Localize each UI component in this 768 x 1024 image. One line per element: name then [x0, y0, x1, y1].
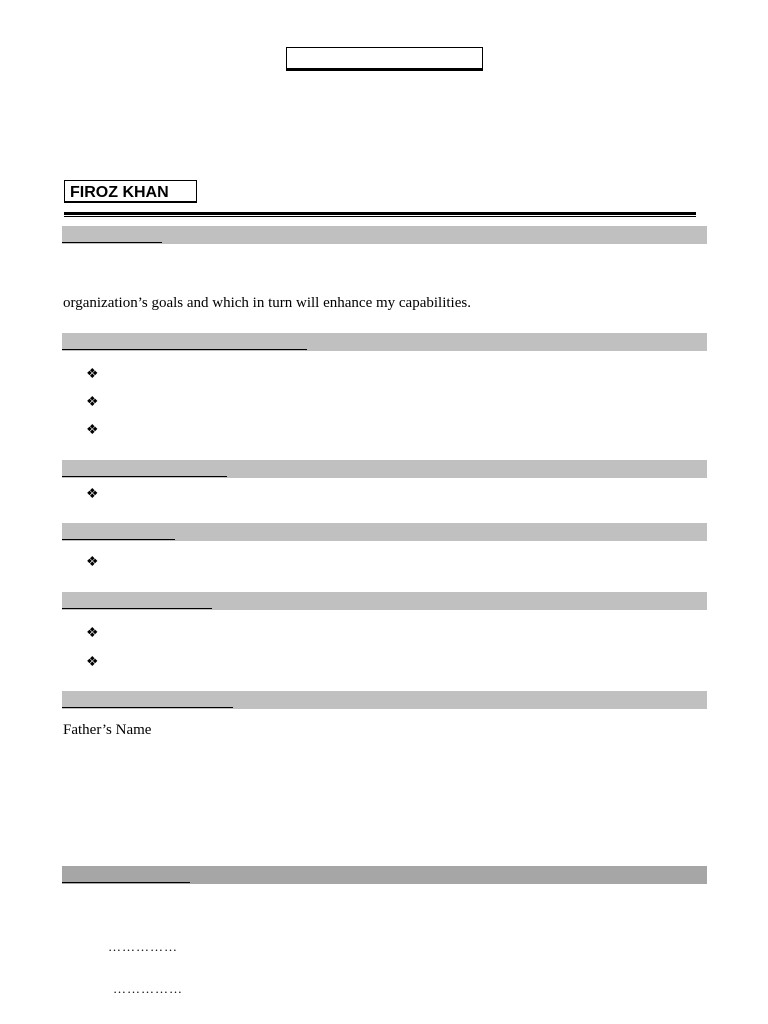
bullet-icon: ❖ — [86, 655, 99, 670]
title-box — [286, 47, 483, 71]
section-heading-underline — [62, 539, 175, 540]
header-rule-thick — [64, 212, 696, 215]
bullet-icon: ❖ — [86, 395, 99, 410]
place-dots: …………… — [113, 981, 183, 996]
fathers-name-label: Father’s Name — [63, 722, 152, 738]
section-bar-personal — [62, 691, 707, 709]
bullet-icon: ❖ — [86, 555, 99, 570]
bullet-icon: ❖ — [86, 423, 99, 438]
section-bar-technical — [62, 460, 707, 478]
section-heading-underline — [62, 349, 307, 350]
section-bar-strengths — [62, 592, 707, 610]
bullet-icon: ❖ — [86, 626, 99, 641]
section-bar-objective — [62, 226, 707, 244]
section-heading-underline — [62, 242, 162, 243]
section-bar-declaration — [62, 866, 707, 884]
section-heading-underline — [62, 707, 233, 708]
objective-text: organization’s goals and which in turn will enhance my capabilities. — [63, 295, 471, 311]
bullet-icon: ❖ — [86, 487, 99, 502]
section-heading-underline — [62, 882, 190, 883]
section-bar-qualification — [62, 333, 707, 351]
date-dots: …………… — [108, 939, 178, 954]
header-rule-thin — [64, 216, 696, 217]
candidate-name: FIROZ KHAN — [64, 180, 197, 203]
section-bar-experience — [62, 523, 707, 541]
section-heading-underline — [62, 608, 212, 609]
section-heading-underline — [62, 476, 227, 477]
bullet-icon: ❖ — [86, 367, 99, 382]
